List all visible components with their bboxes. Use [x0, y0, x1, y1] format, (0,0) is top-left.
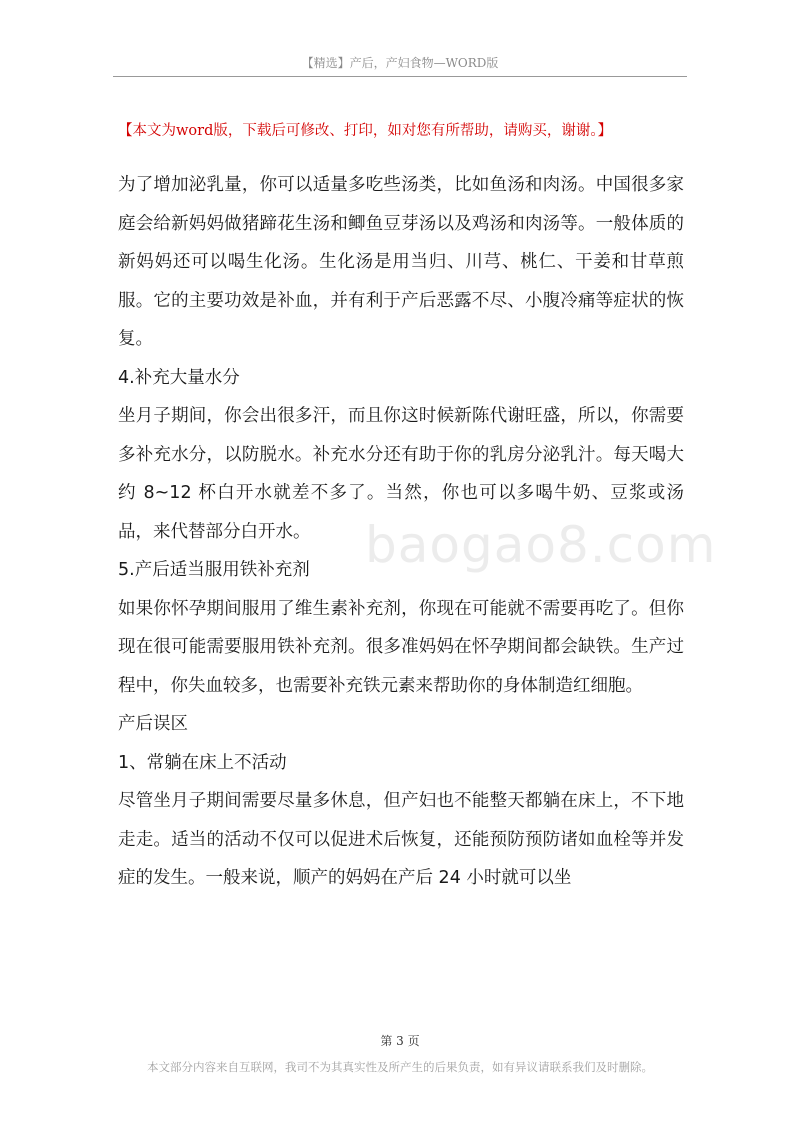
- watermark: baogao8.com: [365, 516, 717, 574]
- heading-postpartum-myths: 产后误区: [118, 714, 188, 734]
- header-divider: [113, 76, 687, 77]
- paragraph-soup-intake: 为了增加泌乳量，你可以适量多吃些汤类，比如鱼汤和肉汤。中国很多家庭会给新妈妈做猪蹄花生汤和鲫鱼豆芽汤以及鸡汤和肉汤等。一般体质的新妈妈还可以喝生化汤。生化汤是用当归、川芎、桃仁、干姜和甘草煎服。它的主要功效是补血，并有利于产后恶露不尽、小腹冷痛等症状的恢复。: [118, 175, 684, 349]
- page-number: 第 3 页: [380, 1034, 420, 1048]
- heading-myth-1: 1、常躺在床上不活动: [118, 752, 287, 773]
- heading-iron-supplement: 5.产后适当服用铁补充剂: [118, 560, 310, 580]
- paragraph-myth-1: 尽管坐月子期间需要尽量多休息，但产妇也不能整天都躺在床上，不下地走走。适当的活动不仅可以促进术后恢复，还能预防预防诸如血栓等并发症的发生。一般来说，顺产的妈妈在产后 24 小时就可以坐: [118, 791, 684, 888]
- paragraph-hydration: 坐月子期间，你会出很多汗，而且你这时候新陈代谢旺盛，所以，你需要多补充水分，以防脱水。补充水分还有助于你的乳房分泌乳汁。每天喝大约 8~12 杯白开水就差不多了。当然，你也可以多喝牛奶、豆浆或汤品，来代替部分白开水。: [118, 406, 684, 542]
- download-notice: 【本文为word版，下载后可修改、打印，如对您有所帮助，请购买，谢谢。】: [118, 123, 613, 139]
- paragraph-iron-supplement: 如果你怀孕期间服用了维生素补充剂，你现在可能就不需要再吃了。但你现在很可能需要服用铁补充剂。很多准妈妈在怀孕期间都会缺铁。生产过程中，你失血较多，也需要补充铁元素来帮助你的身体制造红细胞。: [118, 598, 684, 696]
- footer-disclaimer: 本文部分内容来自互联网，我司不为其真实性及所产生的后果负责，如有异议请联系我们及时删除。: [147, 1060, 653, 1074]
- page-header: 【精选】产后，产妇食物—WORD版: [301, 56, 499, 70]
- heading-hydration: 4.补充大量水分: [118, 367, 240, 388]
